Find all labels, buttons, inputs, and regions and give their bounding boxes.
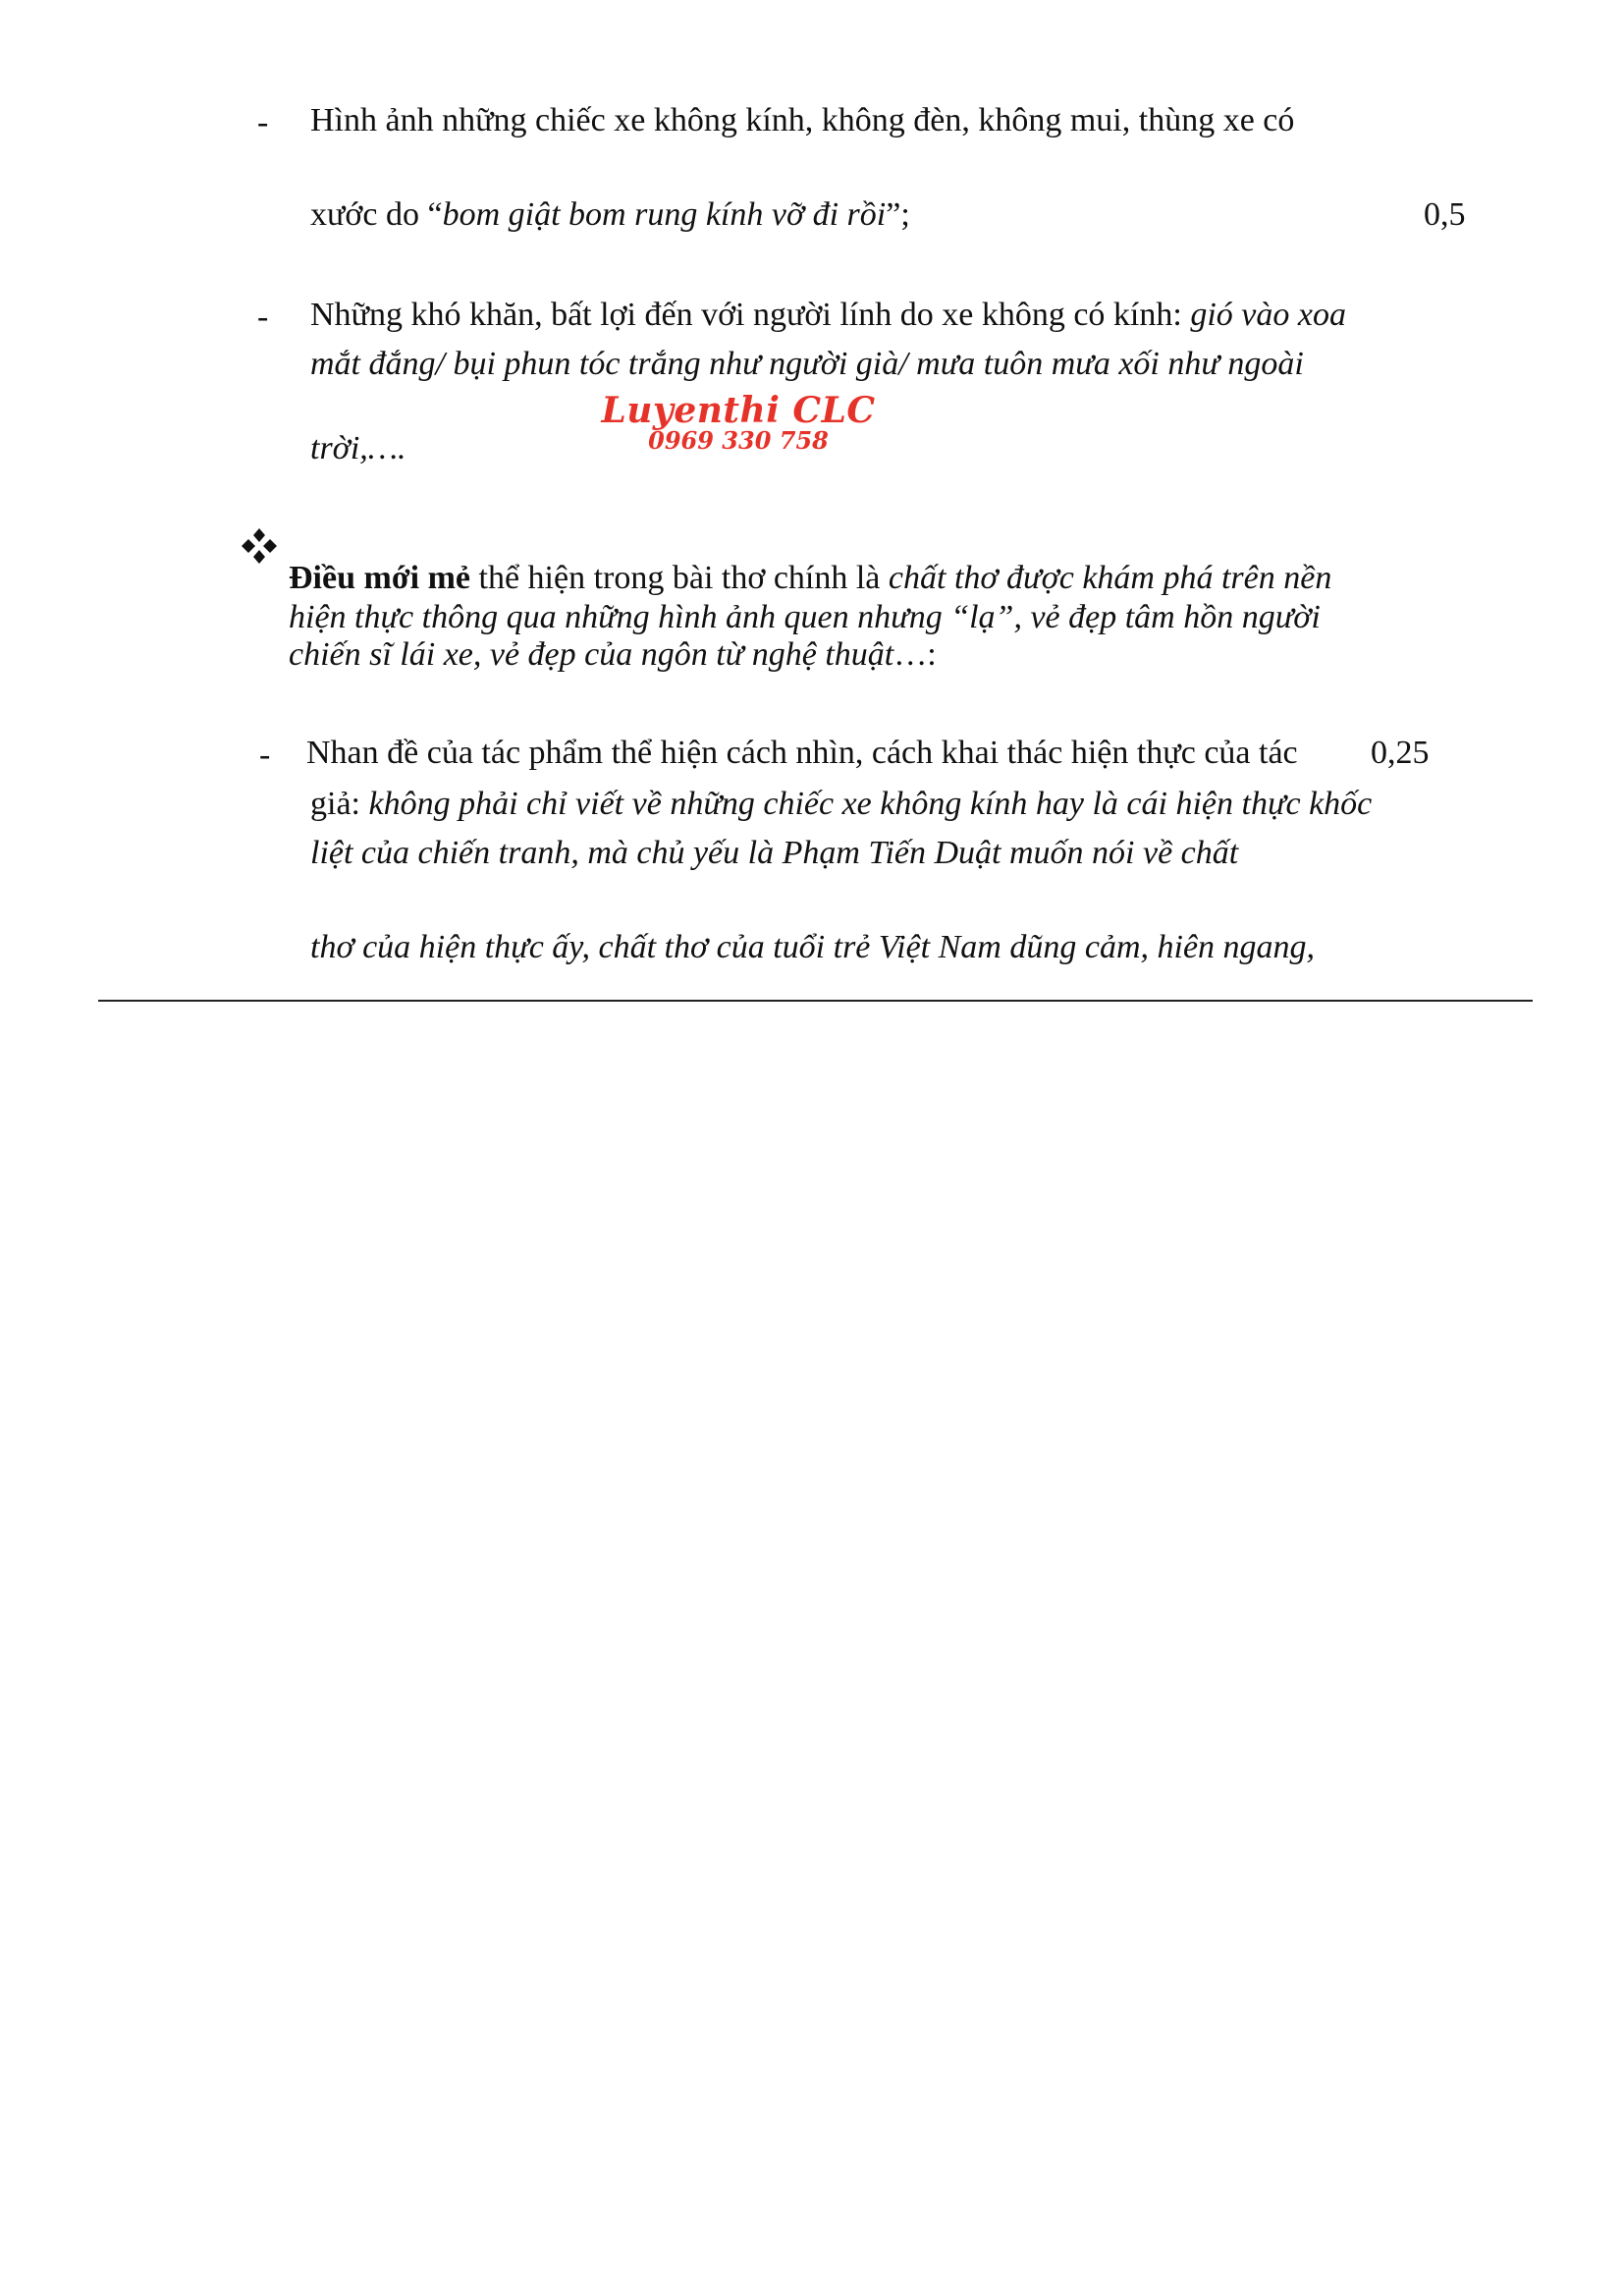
bullet-dash: - <box>257 299 269 335</box>
bullet2-line1-text: Những khó khăn, bất lợi đến với người lính do xe không có kính: <box>310 297 1191 333</box>
bullet1-line2 <box>310 198 910 232</box>
score-bullet3: 0,25 <box>1371 735 1430 771</box>
bullet3-line2-italic: không phải chỉ viết về những chiếc xe không kính hay là cái hiện thực khốc <box>368 786 1373 822</box>
section-line3 <box>289 638 937 672</box>
bullet3-line4: thơ của hiện thực ấy, chất thơ của tuổi trẻ Việt Nam dũng cảm, hiên ngang, <box>310 929 1316 965</box>
bullet2-line3: trời,…. <box>310 430 406 466</box>
section-line1-text: thể hiện trong bài thơ chính là <box>470 560 889 596</box>
bullet-dash: - <box>259 737 271 773</box>
section-line3-suffix: …: <box>893 636 937 673</box>
bullet-dash: - <box>257 104 269 140</box>
section-bold-lead: Điều mới mẻ <box>289 560 471 596</box>
section-line3-italic: chiến sĩ lái xe, vẻ đẹp của ngôn từ nghệ thuật <box>289 636 894 673</box>
bullet1-line2-suffix: ”; <box>886 196 910 233</box>
horizontal-rule <box>98 1000 1533 1002</box>
bullet2-line1 <box>310 299 1346 332</box>
bullet1-line1: Hình ảnh những chiếc xe không kính, không đèn, không mui, thùng xe có <box>310 102 1295 138</box>
section-line1-italic: chất thơ được khám phá trên nền <box>888 560 1332 596</box>
bullet3-line1: Nhan đề của tác phẩm thể hiện cách nhìn, cách khai thác hiện thực của tác <box>306 735 1298 771</box>
watermark-name: Luyenthi CLC <box>601 390 876 431</box>
section-line2: hiện thực thông qua những hình ảnh quen nhưng “lạ”, vẻ đẹp tâm hồn người <box>289 599 1321 635</box>
four-diamond-icon <box>240 526 279 566</box>
bullet1-line2-prefix: xước do “ <box>310 196 443 233</box>
bullet3-line3: liệt của chiến tranh, mà chủ yếu là Phạm Tiến Duật muốn nói về chất <box>310 835 1239 871</box>
bullet3-line2 <box>310 788 1372 821</box>
bullet1-quote: bom giật bom rung kính vỡ đi rồi <box>442 196 887 233</box>
bullet2-line2: mắt đắng/ bụi phun tóc trắng như người già/ mưa tuôn mưa xối như ngoài <box>310 346 1304 382</box>
watermark-stamp <box>581 390 895 455</box>
bullet3-line2-prefix: giả: <box>310 786 369 822</box>
score-bullet1: 0,5 <box>1424 196 1466 233</box>
bullet2-line1-italic: gió vào xoa <box>1190 297 1346 333</box>
section-line1 <box>289 562 1331 595</box>
watermark-phone: 0969 330 758 <box>648 425 829 455</box>
